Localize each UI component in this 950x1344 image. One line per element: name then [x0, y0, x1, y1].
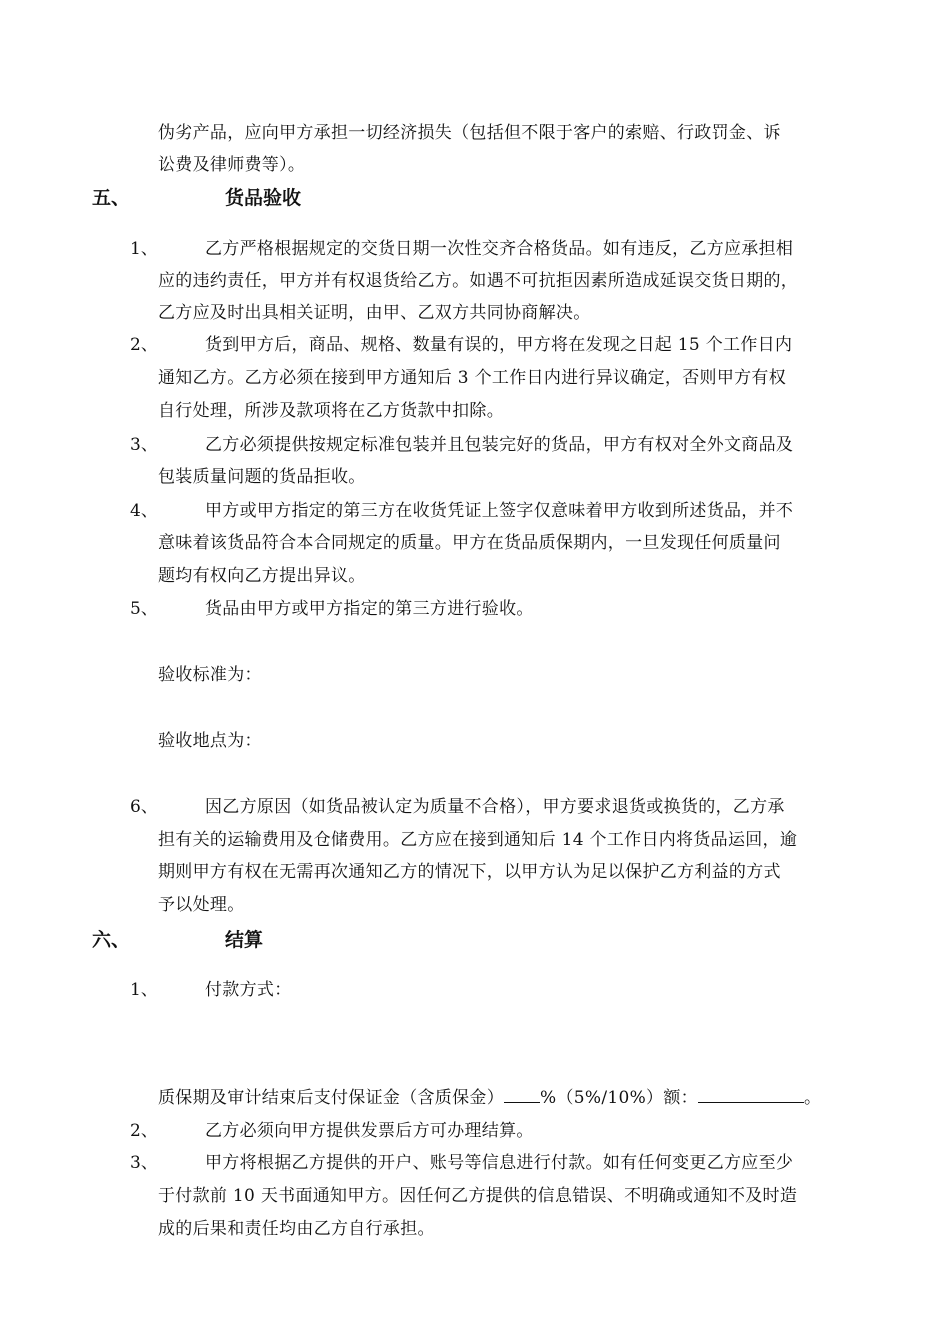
- item-text: 货到甲方后，商品、规格、数量有误的，甲方将在发现之日起 15 个工作日内: [205, 335, 793, 355]
- item-text: 于付款前 10 天书面通知甲方。因任何乙方提供的信息错误、不明确或通知不及时造: [158, 1186, 798, 1206]
- item-text: 乙方必须向甲方提供发票后方可办理结算。: [205, 1121, 534, 1141]
- acceptance-location-label: 验收地点为：: [158, 731, 262, 751]
- item-number: 1、: [130, 239, 158, 259]
- item-text: 甲方或甲方指定的第三方在收货凭证上签字仅意味着甲方收到所述货品，并不: [205, 501, 794, 521]
- item-text: 因乙方原因（如货品被认定为质量不合格），甲方要求退货或换货的，乙方承: [205, 797, 785, 817]
- item-text: 甲方将根据乙方提供的开户、账号等信息进行付款。如有任何变更乙方应至少: [205, 1153, 794, 1173]
- percent-blank: [504, 1101, 540, 1103]
- item-text: 包装质量问题的货品拒收。: [158, 467, 366, 487]
- item-number: 3、: [130, 1153, 158, 1173]
- section-title: 结算: [225, 929, 264, 951]
- acceptance-standard-label: 验收标准为：: [158, 665, 262, 685]
- payment-method-label: 付款方式：: [205, 980, 292, 1000]
- item-number: 4、: [130, 501, 158, 521]
- item-number: 1、: [130, 980, 158, 1000]
- item-number: 2、: [130, 1121, 158, 1141]
- item-text: 乙方严格根据规定的交货日期一次性交齐合格货品。如有违反，乙方应承担相: [205, 239, 794, 259]
- item-text: 成的后果和责任均由乙方自行承担。: [158, 1219, 435, 1239]
- item-text: 担有关的运输费用及仓储费用。乙方应在接到通知后 14 个工作日内将货品运回，逾: [158, 830, 798, 850]
- item-text: 通知乙方。乙方必须在接到甲方通知后 3 个工作日内进行异议确定，否则甲方有权: [158, 368, 787, 388]
- item-text: 题均有权向乙方提出异议。: [158, 566, 366, 586]
- item-text: 予以处理。: [158, 895, 245, 915]
- section-number: 六、: [92, 929, 131, 951]
- item-text: 自行处理，所涉及款项将在乙方货款中扣除。: [158, 401, 504, 421]
- warranty-deposit-line: [158, 1083, 821, 1108]
- item-text: 应的违约责任，甲方并有权退货给乙方。如遇不可抗拒因素所造成延误交货日期的，: [158, 271, 799, 291]
- item-text: 意味着该货品符合本合同规定的质量。甲方在货品质保期内，一旦发现任何质量问: [158, 533, 781, 553]
- item-text: 乙方必须提供按规定标准包装并且包装完好的货品，甲方有权对全外文商品及: [205, 435, 794, 455]
- section-title: 货品验收: [225, 187, 302, 209]
- item-text: 期则甲方有权在无需再次通知乙方的情况下，以甲方认为足以保护乙方利益的方式: [158, 862, 781, 882]
- intro-line: 讼费及律师费等）。: [158, 155, 306, 175]
- item-number: 2、: [130, 335, 158, 355]
- item-number: 6、: [130, 797, 158, 817]
- intro-line: 伪劣产品，应向甲方承担一切经济损失（包括但不限于客户的索赔、行政罚金、诉: [158, 123, 781, 143]
- amount-blank: [698, 1101, 804, 1103]
- warranty-end: 。: [803, 1088, 822, 1108]
- warranty-prefix: 质保期及审计结束后支付保证金（含质保金）: [158, 1088, 504, 1108]
- warranty-mid: %（5%/10%）额：: [540, 1088, 698, 1108]
- item-text: 乙方应及时出具相关证明，由甲、乙双方共同协商解决。: [158, 303, 591, 323]
- item-number: 3、: [130, 435, 158, 455]
- section-number: 五、: [92, 187, 131, 209]
- item-number: 5、: [130, 599, 158, 619]
- item-text: 货品由甲方或甲方指定的第三方进行验收。: [205, 599, 534, 619]
